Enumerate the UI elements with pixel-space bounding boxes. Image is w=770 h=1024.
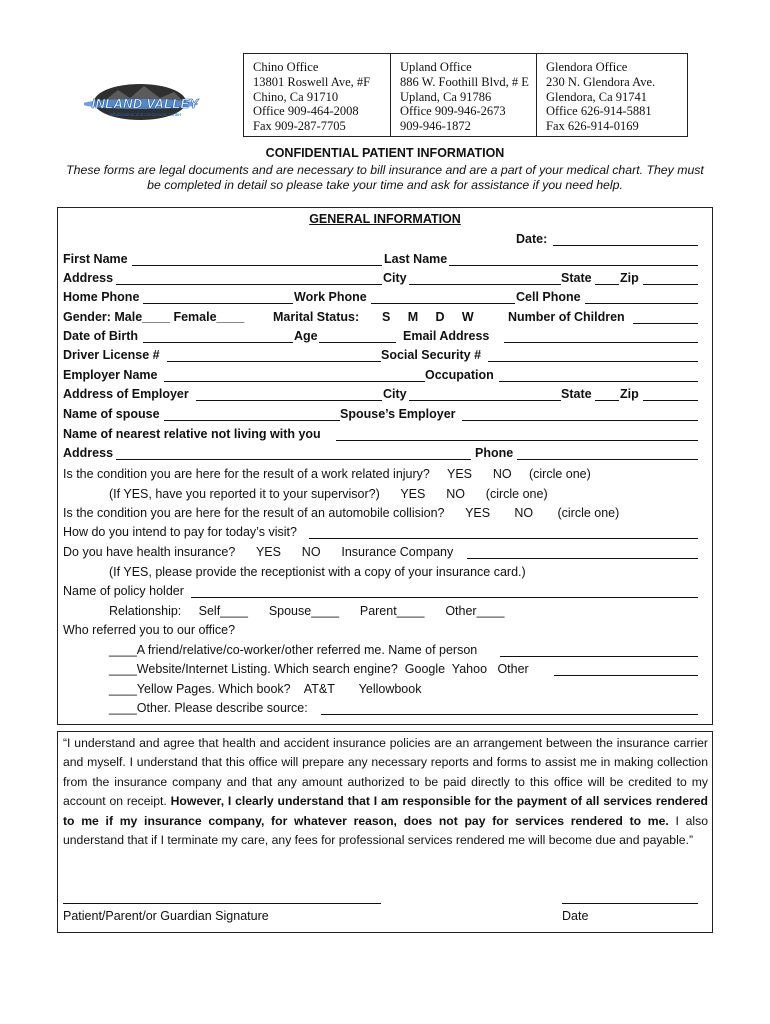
employer-label: Employer Name xyxy=(63,368,158,382)
office-line: Office 909-946-2673 xyxy=(400,104,506,119)
address-field[interactable] xyxy=(116,284,382,285)
office-line: 13801 Roswell Ave, #F xyxy=(253,74,371,89)
policy-holder-label: Name of policy holder xyxy=(63,584,184,598)
license-row xyxy=(63,348,703,366)
children-label: Number of Children xyxy=(508,310,625,324)
referral-web-row xyxy=(109,662,699,680)
office-line: Fax 909-287-7705 xyxy=(253,119,346,134)
policy-holder-field[interactable] xyxy=(191,597,698,598)
insurance-label[interactable]: Do you have health insurance? YES NO Insurance Company xyxy=(63,545,454,559)
consent-text-part1: “I understand and agree that health and accident insurance policies are an arrangement between the insurance carrier and myself. I understand that this office will prepare any necessary reports and forms to assist me in making collection from the insurance company and that any amount authorized to be paid directly to this office will be credited to my account on receipt. xyxy=(63,736,708,809)
gender-row xyxy=(63,310,703,328)
auto-collision-question[interactable]: Is the condition you are here for the result of an automobile collision? YES NO (circle one) xyxy=(63,506,620,520)
office-chino xyxy=(244,54,390,136)
address-label: Address xyxy=(63,271,114,285)
state-label: State xyxy=(561,271,592,285)
office-line: Office 626-914-5881 xyxy=(546,104,652,119)
employer-address-row xyxy=(63,387,703,405)
payment-field[interactable] xyxy=(309,538,698,539)
date-field[interactable] xyxy=(553,245,698,246)
insurance-company-field[interactable] xyxy=(467,558,698,559)
marital-status-label: Marital Status: xyxy=(273,310,360,324)
referral-web-label[interactable]: ____Website/Internet Listing. Which search engine? Google Yahoo Other xyxy=(109,662,529,676)
last-name-field[interactable] xyxy=(449,265,698,266)
office-line: 886 W. Foothill Blvd, # E xyxy=(400,74,529,89)
logo-text: INLAND VALLEY xyxy=(91,96,199,111)
employer-row xyxy=(63,368,703,386)
employer-field[interactable] xyxy=(164,381,425,382)
office-glendora xyxy=(536,54,687,136)
employer-state-field[interactable] xyxy=(595,400,619,401)
relationship-row[interactable]: Relationship: Self____ Spouse____ Parent____ Other____ xyxy=(109,604,505,618)
age-field[interactable] xyxy=(319,342,396,343)
ssn-label: Social Security # xyxy=(381,348,482,362)
employer-city-label: City xyxy=(383,387,407,401)
email-field[interactable] xyxy=(504,342,698,343)
consent-text-bold: However, I clearly understand that I am responsible for the payment of all services rendered to me if my insurance company, for whatever reason, does not pay for services rendered to me. xyxy=(63,794,708,828)
office-line: Fax 626-914-0169 xyxy=(546,119,639,134)
signature-line[interactable] xyxy=(63,903,381,904)
name-row xyxy=(63,252,703,270)
section-title: GENERAL INFORMATION xyxy=(309,212,461,226)
date-label: Date: xyxy=(516,232,548,246)
employer-zip-label: Zip xyxy=(620,387,639,401)
intro-text: These forms are legal documents and are necessary to bill insurance and are a part of your medical chart. They must be completed in detail so please take your time and ask for assistance if you need help. xyxy=(66,163,704,192)
spouse-label: Name of spouse xyxy=(63,407,160,421)
referral-web-field[interactable] xyxy=(554,675,698,676)
work-phone-label: Work Phone xyxy=(294,290,367,304)
spouse-employer-label: Spouse’s Employer xyxy=(340,407,456,421)
license-field[interactable] xyxy=(167,361,381,362)
signature-date-line[interactable] xyxy=(562,903,698,904)
state-field[interactable] xyxy=(595,284,619,285)
consent-statement xyxy=(63,734,708,850)
office-name: Glendora Office xyxy=(546,60,628,74)
office-table xyxy=(243,53,688,137)
license-label: Driver License # xyxy=(63,348,160,362)
employer-state-label: State xyxy=(561,387,592,401)
home-phone-field[interactable] xyxy=(143,303,293,304)
relative-phone-field[interactable] xyxy=(517,459,698,460)
logo-subtitle: rehabilitation and chiropractic center xyxy=(108,112,182,117)
work-phone-field[interactable] xyxy=(371,303,515,304)
consent-text-part2: I also understand that if I terminate my care, any fees for professional services rendered me will become due and payable.” xyxy=(63,813,708,848)
first-name-field[interactable] xyxy=(132,265,382,266)
dob-label: Date of Birth xyxy=(63,329,138,343)
office-line: Glendora, Ca 91741 xyxy=(546,89,648,104)
office-name: Upland Office xyxy=(400,60,472,74)
ssn-field[interactable] xyxy=(488,361,698,362)
payment-label: How do you intend to pay for today’s visit? xyxy=(63,525,297,539)
referred-question: Who referred you to our office? xyxy=(63,623,236,637)
office-line: 230 N. Glendora Ave. xyxy=(546,74,656,89)
cell-phone-label: Cell Phone xyxy=(516,290,581,304)
relative-row xyxy=(63,427,703,445)
page-title: CONFIDENTIAL PATIENT INFORMATION xyxy=(265,146,505,160)
zip-label: Zip xyxy=(620,271,639,285)
city-label: City xyxy=(383,271,407,285)
referral-friend-label[interactable]: ____A friend/relative/co-worker/other referred me. Name of person xyxy=(109,643,478,657)
inland-valley-logo xyxy=(84,80,206,122)
children-field[interactable] xyxy=(633,323,698,324)
office-line: Chino, Ca 91710 xyxy=(253,89,339,104)
email-label: Email Address xyxy=(403,329,490,343)
phone-row xyxy=(63,290,703,308)
office-name: Chino Office xyxy=(253,60,319,74)
relative-phone-label: Phone xyxy=(475,446,514,460)
age-label: Age xyxy=(294,329,318,343)
policy-holder-row xyxy=(63,584,703,602)
employer-zip-field[interactable] xyxy=(643,400,698,401)
relative-address-field[interactable] xyxy=(116,459,471,460)
spouse-field[interactable] xyxy=(164,420,340,421)
relative-field[interactable] xyxy=(336,440,698,441)
employer-city-field[interactable] xyxy=(409,400,561,401)
gender-label[interactable]: Gender: Male____ Female____ xyxy=(63,310,245,324)
first-name-label: First Name xyxy=(63,252,128,266)
referral-other-label[interactable]: ____Other. Please describe source: xyxy=(109,701,308,715)
address-row xyxy=(63,271,703,289)
dob-field[interactable] xyxy=(143,342,293,343)
office-upland xyxy=(390,54,536,136)
signature-label: Patient/Parent/or Guardian Signature xyxy=(63,909,269,923)
signature-date-label: Date xyxy=(562,909,589,923)
office-line: Office 909-464-2008 xyxy=(253,104,359,119)
marital-options[interactable]: S M D W xyxy=(382,310,474,324)
spouse-employer-field[interactable] xyxy=(462,420,698,421)
reported-question[interactable]: (If YES, have you reported it to your supervisor?) YES NO (circle one) xyxy=(109,487,548,501)
relative-address-label: Address xyxy=(63,446,114,460)
home-phone-label: Home Phone xyxy=(63,290,140,304)
occupation-field[interactable] xyxy=(499,381,698,382)
last-name-label: Last Name xyxy=(384,252,448,266)
work-injury-question[interactable]: Is the condition you are here for the result of a work related injury? YES NO (circle one) xyxy=(63,467,591,481)
referral-friend-field[interactable] xyxy=(500,656,698,657)
relative-address-row xyxy=(63,446,703,464)
occupation-label: Occupation xyxy=(425,368,494,382)
spouse-row xyxy=(63,407,703,425)
zip-field[interactable] xyxy=(643,284,698,285)
referral-other-field[interactable] xyxy=(321,714,698,715)
employer-address-label: Address of Employer xyxy=(63,387,189,401)
city-field[interactable] xyxy=(409,284,561,285)
referral-friend-row xyxy=(109,643,699,661)
date-row xyxy=(63,232,703,250)
insurance-row xyxy=(63,545,703,563)
employer-address-field[interactable] xyxy=(196,400,382,401)
office-line: 909-946-1872 xyxy=(400,119,471,134)
insurance-card-note: (If YES, please provide the receptionist with a copy of your insurance card.) xyxy=(109,565,526,579)
cell-phone-field[interactable] xyxy=(585,303,698,304)
relative-label: Name of nearest relative not living with you xyxy=(63,427,321,441)
referral-other-row xyxy=(109,701,699,719)
referral-yellow-pages-row[interactable]: ____Yellow Pages. Which book? AT&T Yellowbook xyxy=(109,682,422,696)
payment-row xyxy=(63,525,703,543)
office-line: Upland, Ca 91786 xyxy=(400,89,492,104)
dob-row xyxy=(63,329,703,347)
